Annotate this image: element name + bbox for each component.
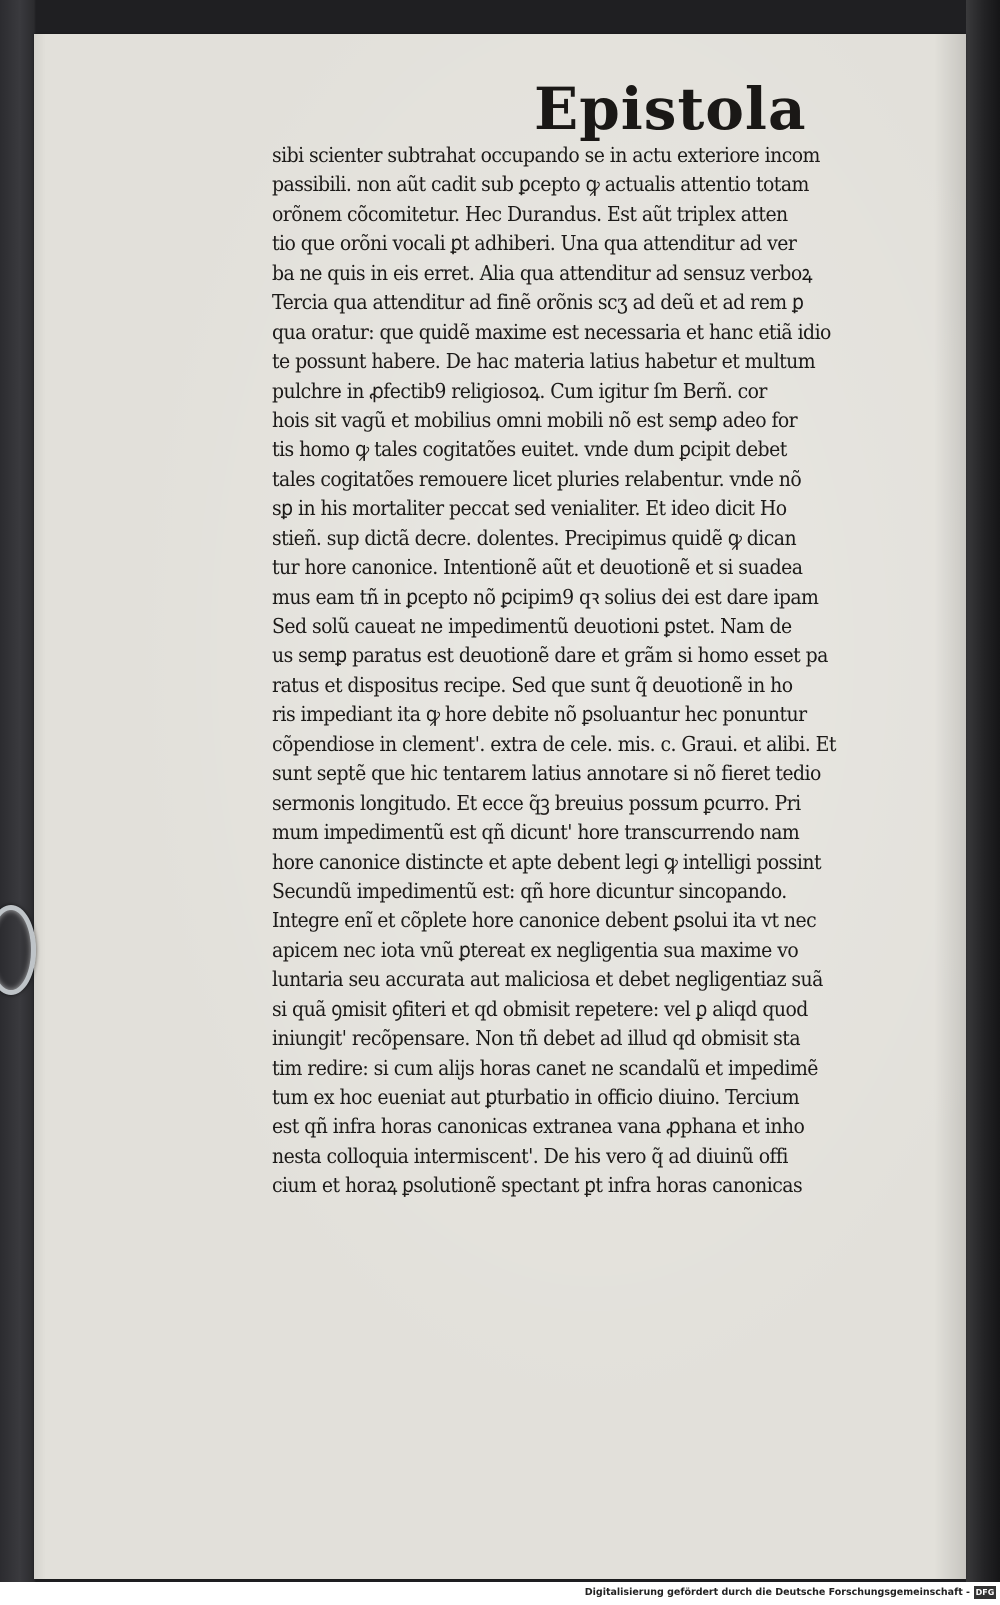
funding-notice: Digitalisierung gefördert durch die Deutsche Forschungsgemeinschaft - bbox=[584, 1587, 970, 1598]
text-line: orõnem cõcomitetur. Hec Durandus. Est aũt triplex atten bbox=[272, 201, 788, 226]
text-line: est qñ infra horas canonicas extranea vana ꝓphana et inho bbox=[272, 1114, 805, 1139]
text-line: si quã ꝯmisit ꝯfiteri et qd obmisit repetere: vel ꝑ aliqd quod bbox=[272, 996, 808, 1021]
text-line: cõpendiose in clement'. extra de cele. mis. c. Graui. et alibi. Et bbox=[272, 731, 836, 756]
text-line: luntaria seu accurata aut maliciosa et debet negligentiaz suã bbox=[272, 967, 823, 992]
text-line: tio que orõni vocali ꝑt adhiberi. Una qua attenditur ad ver bbox=[272, 231, 797, 256]
text-line: sibi scienter subtrahat occupando se in actu exteriore incom bbox=[272, 143, 820, 167]
page-text bbox=[272, 141, 952, 1201]
text-line: passibili. non aũt cadit sub ꝑcepto ꝙ actualis attentio totam bbox=[272, 172, 809, 197]
text-line: apicem nec iota vnũ ꝑtereat ex negligentia sua maxime vo bbox=[272, 937, 799, 962]
page-heading: Epistola bbox=[534, 75, 807, 143]
text-line: ba ne quis in eis erret. Alia qua attenditur ad sensuz verboꝝ bbox=[272, 260, 812, 285]
text-line: qua oratur: que quidẽ maxime est necessaria et hanc etiã idio bbox=[272, 319, 831, 344]
text-line: sunt septẽ que hic tentarem latius annotare si nõ fieret tedio bbox=[272, 761, 821, 786]
text-line: sermonis longitudo. Et ecce q̃ꝫ breuius possum ꝑcurro. Pri bbox=[272, 790, 801, 815]
text-line: Tercia qua attenditur ad finẽ orõnis scʒ ad deũ et ad rem ꝑ bbox=[272, 290, 804, 315]
text-line: ris impediant ita ꝙ hore debite nõ ꝑsoluantur hec ponuntur bbox=[272, 702, 807, 727]
text-line: us semꝑ paratus est deuotionẽ dare et grãm si homo esset pa bbox=[272, 643, 828, 668]
text-line: Sed solũ caueat ne impedimentũ deuotioni ꝑstet. Nam de bbox=[272, 614, 792, 638]
text-line: tim redire: si cum alijs horas canet ne scandalũ et impedimẽ bbox=[272, 1055, 818, 1080]
text-line: tur hore canonice. Intentionẽ aũt et deuotionẽ et si suadea bbox=[272, 555, 803, 580]
dfg-logo: DFG bbox=[975, 1588, 995, 1597]
text-line: mum impedimentũ est qñ dicunt' hore transcurrendo nam bbox=[272, 820, 800, 845]
text-line: cium et horaꝝ ꝑsolutionẽ spectant ꝑt infra horas canonicas bbox=[272, 1173, 803, 1198]
text-line: ratus et dispositus recipe. Sed que sunt q̃ deuotionẽ in ho bbox=[272, 672, 793, 697]
text-line: stieñ. sup dictã decre. dolentes. Precipimus quidẽ ꝙ dican bbox=[272, 525, 797, 550]
text-line: tis homo ꝙ tales cogitatões euitet. vnde dum ꝑcipit debet bbox=[272, 437, 787, 462]
text-line: nesta colloquia intermiscent'. De his vero q̃ ad diuinũ offi bbox=[272, 1143, 788, 1168]
book-page bbox=[34, 34, 966, 1579]
text-line: tum ex hoc eueniat aut ꝑturbatio in officio diuino. Tercium bbox=[272, 1085, 800, 1109]
text-line: Secundũ impedimentũ est: qñ hore dicuntur sincopando. bbox=[272, 878, 787, 903]
text-line: tales cogitatões remouere licet pluries relabentur. vnde nõ bbox=[272, 466, 802, 491]
text-line: iniungit' recõpensare. Non tñ debet ad illud qd obmisit sta bbox=[272, 1026, 801, 1051]
text-line: hore canonice distincte et apte debent legi ꝙ intelligi possint bbox=[272, 849, 822, 874]
footer-bar bbox=[0, 1582, 1000, 1605]
text-line: sꝑ in his mortaliter peccat sed venialiter. Et ideo dicit Ho bbox=[272, 496, 787, 521]
text-line: pulchre in ꝓfectib9 religiosoꝝ. Cum igitur ſm Berñ. cor bbox=[272, 378, 767, 403]
text-line: te possunt habere. De hac materia latius habetur et multum bbox=[272, 349, 816, 374]
text-line: hois sit vagũ et mobilius omni mobili nõ est semꝑ adeo for bbox=[272, 407, 798, 432]
text-line: mus eam tñ in ꝑcepto nõ ꝑcipim9 qꝛ solius dei est dare ipam bbox=[272, 584, 819, 609]
text-line: Integre enĩ et cõplete hore canonice debent ꝑsolui ita vt nec bbox=[272, 908, 817, 933]
book-edge bbox=[966, 0, 1000, 1582]
